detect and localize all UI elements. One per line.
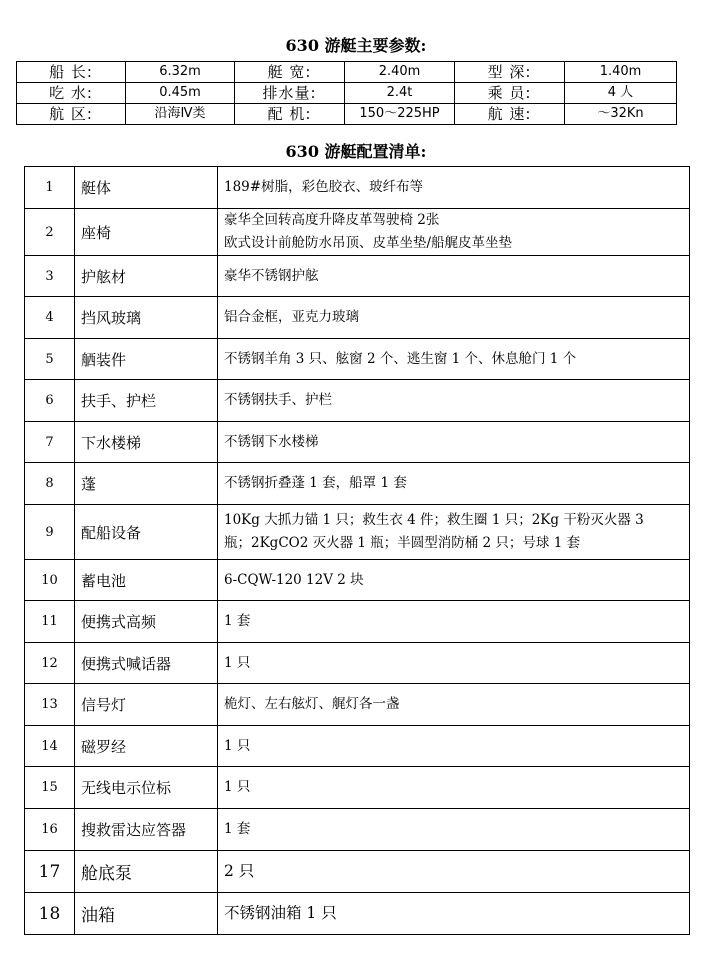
config-row	[25, 297, 690, 339]
config-table	[24, 166, 690, 935]
config-row	[25, 463, 690, 505]
param-label: 艇 宽:	[235, 62, 345, 83]
config-row	[25, 339, 690, 380]
config-row-name: 配船设备	[75, 505, 218, 560]
config-row-description	[218, 297, 690, 339]
param-label: 型 深:	[455, 62, 565, 83]
config-row	[25, 505, 690, 560]
param-value: 4 人	[565, 83, 677, 104]
description-line: 瓶；2KgCO2 灭火器 1 瓶；半圆型消防桶 2 只；号球 1 套	[224, 535, 581, 551]
param-label: 乘 员:	[455, 83, 565, 104]
config-row-description	[218, 560, 690, 601]
param-label: 配 机:	[235, 104, 345, 125]
params-title: 630 游艇主要参数:	[285, 36, 427, 55]
params-table	[16, 61, 677, 125]
param-value: 150～225HP	[345, 104, 455, 125]
config-row	[25, 767, 690, 809]
description-line: 1 套	[224, 821, 251, 837]
param-label: 船 长:	[17, 62, 126, 83]
config-row	[25, 643, 690, 684]
config-row-number: 12	[25, 643, 75, 684]
description-line: 豪华不锈钢护舷	[224, 267, 319, 284]
description-line: 1 只	[224, 654, 251, 671]
config-row-description	[218, 809, 690, 851]
config-row-description	[218, 601, 690, 643]
config-row	[25, 893, 690, 935]
config-row-number: 13	[25, 684, 75, 726]
config-row-description	[218, 422, 690, 463]
param-value: ～32Kn	[565, 104, 677, 125]
config-row-number: 7	[25, 422, 75, 463]
config-row-name: 扶手、护栏	[75, 380, 218, 422]
config-row-number: 3	[25, 256, 75, 297]
config-row-name: 便携式喊话器	[75, 643, 218, 684]
param-value: 2.40m	[345, 62, 455, 83]
description-line: 1 只	[224, 737, 251, 754]
description-line: 1 套	[224, 613, 251, 629]
description-line: 6-CQW-120 12V 2 块	[224, 571, 364, 588]
param-value: 沿海Ⅳ类	[126, 104, 235, 125]
param-value: 1.40m	[565, 62, 677, 83]
config-row-description	[218, 505, 690, 560]
config-row-description	[218, 463, 690, 505]
config-row	[25, 256, 690, 297]
description-line: 2 只	[224, 862, 255, 880]
description-line: 10Kg 大抓力锚 1 只；救生衣 4 件；救生圈 1 只；2Kg 干粉灭火器 3	[224, 512, 644, 528]
config-row-name: 磁罗经	[75, 726, 218, 767]
config-row-number: 11	[25, 601, 75, 643]
config-row	[25, 209, 690, 256]
config-row-name: 护舷材	[75, 256, 218, 297]
config-row-description	[218, 851, 690, 893]
config-row-number: 8	[25, 463, 75, 505]
config-row-number: 1	[25, 167, 75, 209]
param-value: 6.32m	[126, 62, 235, 83]
config-row-name: 蓬	[75, 463, 218, 505]
config-row	[25, 809, 690, 851]
config-row-number: 9	[25, 505, 75, 560]
description-line: 189#树脂，彩色胶衣、玻纤布等	[224, 179, 424, 195]
config-row-description	[218, 167, 690, 209]
param-label: 航 速:	[455, 104, 565, 125]
config-row	[25, 167, 690, 209]
description-line: 铝合金框，亚克力玻璃	[224, 309, 359, 325]
params-row	[17, 83, 677, 104]
config-row	[25, 601, 690, 643]
config-row-name: 座椅	[75, 209, 218, 256]
config-row-name: 舾装件	[75, 339, 218, 380]
config-row-number: 4	[25, 297, 75, 339]
config-row-name: 便携式高频	[75, 601, 218, 643]
config-row-name: 信号灯	[75, 684, 218, 726]
config-row-name: 搜救雷达应答器	[75, 809, 218, 851]
config-row	[25, 380, 690, 422]
description-line: 不锈钢下水楼梯	[224, 433, 319, 450]
config-row-number: 10	[25, 560, 75, 601]
config-row-description	[218, 684, 690, 726]
config-row-description	[218, 339, 690, 380]
config-row-description	[218, 380, 690, 422]
config-row	[25, 560, 690, 601]
param-label: 吃 水:	[17, 83, 126, 104]
description-line: 不锈钢油箱 1 只	[224, 904, 337, 922]
description-line: 1 只	[224, 779, 251, 795]
params-row	[17, 62, 677, 83]
param-value: 0.45m	[126, 83, 235, 104]
config-row-number: 6	[25, 380, 75, 422]
description-line: 不锈钢羊角 3 只、舷窗 2 个、逃生窗 1 个、休息舱门 1 个	[224, 350, 577, 367]
config-row-description	[218, 767, 690, 809]
config-row-description	[218, 256, 690, 297]
description-line: 桅灯、左右舷灯、艉灯各一盏	[224, 696, 400, 712]
config-row-name: 无线电示位标	[75, 767, 218, 809]
config-row	[25, 684, 690, 726]
param-label: 排水量:	[235, 83, 345, 104]
config-row-number: 14	[25, 726, 75, 767]
config-row-description	[218, 893, 690, 935]
description-line: 豪华全回转高度升降皮革驾驶椅 2张	[224, 212, 440, 228]
description-line: 欧式设计前舱防水吊顶、皮革坐垫/船艉皮革坐垫	[224, 235, 513, 251]
param-label: 航 区:	[17, 104, 126, 125]
config-row	[25, 422, 690, 463]
config-title: 630 游艇配置清单:	[285, 142, 427, 161]
config-row-name: 下水楼梯	[75, 422, 218, 463]
description-line: 不锈钢折叠蓬 1 套，船罩 1 套	[224, 475, 407, 491]
config-row	[25, 726, 690, 767]
config-row	[25, 851, 690, 893]
config-row-name: 艇体	[75, 167, 218, 209]
config-row-number: 16	[25, 809, 75, 851]
config-row-name: 油箱	[75, 893, 218, 935]
description-line: 不锈钢扶手、护栏	[224, 392, 332, 408]
config-row-number: 17	[25, 851, 75, 893]
config-row-number: 5	[25, 339, 75, 380]
config-row-number: 15	[25, 767, 75, 809]
config-row-description	[218, 209, 690, 256]
config-row-name: 蓄电池	[75, 560, 218, 601]
params-row	[17, 104, 677, 125]
param-value: 2.4t	[345, 83, 455, 104]
config-row-number: 2	[25, 209, 75, 256]
config-row-description	[218, 726, 690, 767]
config-row-name: 挡风玻璃	[75, 297, 218, 339]
config-row-name: 舱底泵	[75, 851, 218, 893]
config-row-description	[218, 643, 690, 684]
config-row-number: 18	[25, 893, 75, 935]
